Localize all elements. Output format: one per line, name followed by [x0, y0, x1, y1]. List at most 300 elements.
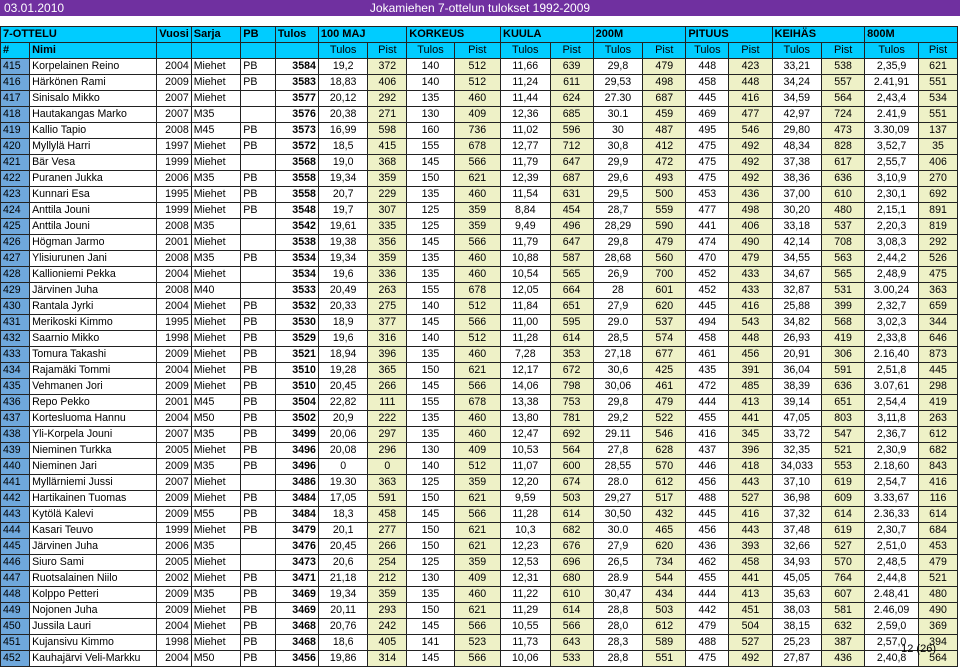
pituus-points-cell: 436	[729, 187, 772, 203]
keihas-result-cell: 38,15	[772, 619, 822, 635]
name-cell: Nieminen Jari	[30, 459, 157, 475]
800m-result-cell: 2,30,9	[865, 443, 919, 459]
group-cell: Miehet	[191, 603, 241, 619]
maj-points-cell: 368	[368, 155, 407, 171]
200m-points-cell: 687	[643, 91, 686, 107]
keihas-result-cell: 42,14	[772, 235, 822, 251]
subheader-cell	[157, 43, 191, 59]
table-row	[1, 171, 958, 187]
rank-cell: 438	[1, 427, 30, 443]
korkeus-result-cell: 125	[407, 203, 454, 219]
group-cell: M35	[191, 539, 241, 555]
800m-result-cell: 2,59,0	[865, 619, 919, 635]
korkeus-points-cell: 566	[454, 651, 500, 667]
year-cell: 2005	[157, 555, 191, 571]
pituus-points-cell: 479	[729, 251, 772, 267]
table-row	[1, 651, 958, 667]
pb-cell: PB	[241, 331, 275, 347]
year-cell: 2007	[157, 107, 191, 123]
pituus-points-cell: 413	[729, 395, 772, 411]
pb-cell	[241, 235, 275, 251]
header-korkeus: KORKEUS	[407, 27, 501, 43]
subheader-cell: #	[1, 43, 30, 59]
maj-points-cell: 359	[368, 171, 407, 187]
200m-points-cell: 544	[643, 571, 686, 587]
pituus-result-cell: 436	[686, 539, 729, 555]
maj-result-cell: 20,9	[318, 411, 368, 427]
korkeus-result-cell: 135	[407, 587, 454, 603]
maj-points-cell: 406	[368, 75, 407, 91]
header-pituus: PITUUS	[686, 27, 772, 43]
maj-points-cell: 0	[368, 459, 407, 475]
200m-result-cell: 29,8	[593, 59, 643, 75]
name-cell: Puranen Jukka	[30, 171, 157, 187]
year-cell: 2001	[157, 235, 191, 251]
korkeus-points-cell: 678	[454, 139, 500, 155]
year-cell: 2005	[157, 443, 191, 459]
800m-points-cell: 416	[919, 475, 958, 491]
header-row-groups	[1, 27, 958, 43]
maj-points-cell: 356	[368, 235, 407, 251]
kuula-result-cell: 10,55	[501, 619, 551, 635]
200m-result-cell: 29,8	[593, 395, 643, 411]
kuula-result-cell: 11,07	[501, 459, 551, 475]
kuula-points-cell: 643	[550, 635, 593, 651]
kuula-result-cell: 8,84	[501, 203, 551, 219]
rank-cell: 439	[1, 443, 30, 459]
keihas-result-cell: 37,10	[772, 475, 822, 491]
kuula-points-cell: 533	[550, 651, 593, 667]
year-cell: 1997	[157, 139, 191, 155]
800m-result-cell: 2,55,7	[865, 155, 919, 171]
200m-points-cell: 500	[643, 187, 686, 203]
keihas-result-cell: 42,97	[772, 107, 822, 123]
maj-result-cell: 20,33	[318, 299, 368, 315]
kuula-result-cell: 11,79	[501, 235, 551, 251]
800m-result-cell: 2,30,1	[865, 187, 919, 203]
year-cell: 2007	[157, 91, 191, 107]
kuula-result-cell: 12,20	[501, 475, 551, 491]
200m-points-cell: 700	[643, 267, 686, 283]
subheader-cell: Nimi	[30, 43, 157, 59]
korkeus-points-cell: 460	[454, 347, 500, 363]
name-cell: Merikoski Kimmo	[30, 315, 157, 331]
korkeus-points-cell: 359	[454, 219, 500, 235]
name-cell: Hartikainen Tuomas	[30, 491, 157, 507]
table-row	[1, 363, 958, 379]
pituus-result-cell: 458	[686, 331, 729, 347]
total-cell: 3468	[275, 635, 318, 651]
group-cell: Miehet	[191, 155, 241, 171]
pituus-points-cell: 492	[729, 651, 772, 667]
korkeus-points-cell: 460	[454, 267, 500, 283]
pituus-result-cell: 456	[686, 523, 729, 539]
kuula-points-cell: 611	[550, 75, 593, 91]
table-row	[1, 459, 958, 475]
pituus-points-cell: 492	[729, 171, 772, 187]
kuula-result-cell: 10,3	[501, 523, 551, 539]
table-row	[1, 107, 958, 123]
year-cell: 2004	[157, 411, 191, 427]
pb-cell: PB	[241, 187, 275, 203]
keihas-points-cell: 527	[822, 539, 865, 555]
korkeus-result-cell: 150	[407, 491, 454, 507]
table-row	[1, 427, 958, 443]
pb-cell: PB	[241, 75, 275, 91]
korkeus-points-cell: 512	[454, 59, 500, 75]
pituus-points-cell: 433	[729, 267, 772, 283]
pb-cell	[241, 539, 275, 555]
subheader-cell: Tulos	[318, 43, 368, 59]
subheader-cell: Pist	[919, 43, 958, 59]
maj-result-cell: 22,82	[318, 395, 368, 411]
800m-result-cell: 3,08,3	[865, 235, 919, 251]
800m-result-cell: 2,44,8	[865, 571, 919, 587]
pb-cell	[241, 267, 275, 283]
year-cell: 2008	[157, 219, 191, 235]
table-row	[1, 283, 958, 299]
pituus-result-cell: 488	[686, 635, 729, 651]
name-cell: Anttila Jouni	[30, 203, 157, 219]
pb-cell	[241, 155, 275, 171]
name-cell: Kunnari Esa	[30, 187, 157, 203]
keihas-points-cell: 609	[822, 491, 865, 507]
rank-cell: 447	[1, 571, 30, 587]
keihas-result-cell: 35,63	[772, 587, 822, 603]
maj-result-cell: 19,34	[318, 251, 368, 267]
subheader-cell: Pist	[822, 43, 865, 59]
keihas-points-cell: 607	[822, 587, 865, 603]
800m-result-cell: 2.41,91	[865, 75, 919, 91]
group-cell: Miehet	[191, 635, 241, 651]
kuula-result-cell: 12,47	[501, 427, 551, 443]
kuula-points-cell: 564	[550, 443, 593, 459]
maj-result-cell: 19,0	[318, 155, 368, 171]
year-cell: 2004	[157, 59, 191, 75]
pb-cell: PB	[241, 411, 275, 427]
800m-result-cell: 2,48,9	[865, 267, 919, 283]
korkeus-points-cell: 566	[454, 379, 500, 395]
kuula-points-cell: 712	[550, 139, 593, 155]
korkeus-result-cell: 145	[407, 507, 454, 523]
korkeus-points-cell: 460	[454, 251, 500, 267]
800m-result-cell: 2,54,7	[865, 475, 919, 491]
total-cell: 3534	[275, 267, 318, 283]
maj-points-cell: 297	[368, 427, 407, 443]
pituus-points-cell: 416	[729, 507, 772, 523]
table-row	[1, 523, 958, 539]
korkeus-result-cell: 141	[407, 635, 454, 651]
year-cell: 2008	[157, 123, 191, 139]
800m-result-cell: 2,36,7	[865, 427, 919, 443]
korkeus-points-cell: 460	[454, 91, 500, 107]
korkeus-result-cell: 135	[407, 427, 454, 443]
subheader-cell: Pist	[454, 43, 500, 59]
kuula-points-cell: 682	[550, 523, 593, 539]
maj-result-cell: 20,1	[318, 523, 368, 539]
200m-points-cell: 601	[643, 283, 686, 299]
200m-result-cell: 27,9	[593, 539, 643, 555]
pituus-points-cell: 441	[729, 571, 772, 587]
800m-result-cell: 2,44,2	[865, 251, 919, 267]
table-row	[1, 203, 958, 219]
200m-result-cell: 29,2	[593, 411, 643, 427]
kuula-points-cell: 624	[550, 91, 593, 107]
year-cell: 2009	[157, 587, 191, 603]
800m-points-cell: 35	[919, 139, 958, 155]
200m-points-cell: 498	[643, 75, 686, 91]
table-row	[1, 59, 958, 75]
pituus-result-cell: 453	[686, 187, 729, 203]
kuula-points-cell: 631	[550, 187, 593, 203]
table-row	[1, 475, 958, 491]
group-cell: Miehet	[191, 331, 241, 347]
keihas-points-cell: 538	[822, 59, 865, 75]
total-cell: 3542	[275, 219, 318, 235]
200m-result-cell: 30,6	[593, 363, 643, 379]
pituus-points-cell: 416	[729, 91, 772, 107]
maj-points-cell: 396	[368, 347, 407, 363]
kuula-result-cell: 11,73	[501, 635, 551, 651]
maj-result-cell: 20,7	[318, 187, 368, 203]
pituus-points-cell: 423	[729, 59, 772, 75]
year-cell: 2009	[157, 459, 191, 475]
200m-points-cell: 537	[643, 315, 686, 331]
group-cell: Miehet	[191, 139, 241, 155]
subheader-cell: Pist	[368, 43, 407, 59]
maj-points-cell: 229	[368, 187, 407, 203]
rank-cell: 433	[1, 347, 30, 363]
kuula-result-cell: 11,54	[501, 187, 551, 203]
keihas-points-cell: 651	[822, 395, 865, 411]
keihas-points-cell: 564	[822, 91, 865, 107]
800m-points-cell: 646	[919, 331, 958, 347]
maj-result-cell: 20,12	[318, 91, 368, 107]
keihas-points-cell: 480	[822, 203, 865, 219]
rank-cell: 426	[1, 235, 30, 251]
maj-points-cell: 405	[368, 635, 407, 651]
pb-cell: PB	[241, 523, 275, 539]
800m-points-cell: 480	[919, 587, 958, 603]
header-vuosi: Vuosi	[157, 27, 191, 43]
korkeus-result-cell: 125	[407, 475, 454, 491]
keihas-result-cell: 33,21	[772, 59, 822, 75]
header-800m: 800M	[865, 27, 958, 43]
table-row	[1, 235, 958, 251]
group-cell: Miehet	[191, 91, 241, 107]
name-cell: Anttila Jouni	[30, 219, 157, 235]
korkeus-result-cell: 130	[407, 571, 454, 587]
pituus-points-cell: 391	[729, 363, 772, 379]
korkeus-result-cell: 150	[407, 603, 454, 619]
keihas-points-cell: 619	[822, 523, 865, 539]
rank-cell: 452	[1, 651, 30, 667]
keihas-points-cell: 565	[822, 267, 865, 283]
800m-points-cell: 292	[919, 235, 958, 251]
maj-points-cell: 292	[368, 91, 407, 107]
year-cell: 2008	[157, 283, 191, 299]
800m-result-cell: 2,40,8	[865, 651, 919, 667]
pb-cell: PB	[241, 651, 275, 667]
keihas-result-cell: 34,67	[772, 267, 822, 283]
korkeus-result-cell: 135	[407, 347, 454, 363]
rank-cell: 429	[1, 283, 30, 299]
year-cell: 2004	[157, 363, 191, 379]
800m-result-cell: 3,11,8	[865, 411, 919, 427]
keihas-result-cell: 34,93	[772, 555, 822, 571]
keihas-result-cell: 34,55	[772, 251, 822, 267]
800m-points-cell: 479	[919, 555, 958, 571]
maj-result-cell: 21,18	[318, 571, 368, 587]
maj-result-cell: 18,5	[318, 139, 368, 155]
keihas-result-cell: 34,24	[772, 75, 822, 91]
800m-points-cell: 612	[919, 427, 958, 443]
pituus-result-cell: 494	[686, 315, 729, 331]
total-cell: 3469	[275, 587, 318, 603]
korkeus-result-cell: 125	[407, 219, 454, 235]
total-cell: 3577	[275, 91, 318, 107]
200m-points-cell: 590	[643, 219, 686, 235]
korkeus-points-cell: 621	[454, 539, 500, 555]
pituus-result-cell: 477	[686, 203, 729, 219]
pb-cell: PB	[241, 347, 275, 363]
kuula-result-cell: 12,77	[501, 139, 551, 155]
header-100maj: 100 MAJ	[318, 27, 406, 43]
keihas-points-cell: 570	[822, 555, 865, 571]
800m-result-cell: 2,54,4	[865, 395, 919, 411]
table-row	[1, 251, 958, 267]
rank-cell: 415	[1, 59, 30, 75]
200m-result-cell: 30	[593, 123, 643, 139]
keihas-points-cell: 563	[822, 251, 865, 267]
group-cell: Miehet	[191, 315, 241, 331]
kuula-points-cell: 651	[550, 299, 593, 315]
maj-result-cell: 18,83	[318, 75, 368, 91]
rank-cell: 417	[1, 91, 30, 107]
rank-cell: 449	[1, 603, 30, 619]
total-cell: 3576	[275, 107, 318, 123]
200m-result-cell: 27,9	[593, 299, 643, 315]
maj-result-cell: 19,2	[318, 59, 368, 75]
total-cell: 3476	[275, 539, 318, 555]
korkeus-points-cell: 512	[454, 299, 500, 315]
800m-points-cell: 445	[919, 363, 958, 379]
maj-points-cell: 314	[368, 651, 407, 667]
group-cell: Miehet	[191, 571, 241, 587]
maj-points-cell: 316	[368, 331, 407, 347]
200m-result-cell: 28,7	[593, 203, 643, 219]
name-cell: Nieminen Turkka	[30, 443, 157, 459]
table-row	[1, 587, 958, 603]
year-cell: 2004	[157, 651, 191, 667]
name-cell: Ruotsalainen Niilo	[30, 571, 157, 587]
name-cell: Kallioniemi Pekka	[30, 267, 157, 283]
total-cell: 3468	[275, 619, 318, 635]
pb-cell	[241, 555, 275, 571]
maj-points-cell: 111	[368, 395, 407, 411]
table-row	[1, 187, 958, 203]
group-cell: Miehet	[191, 235, 241, 251]
kuula-points-cell: 647	[550, 235, 593, 251]
200m-result-cell: 30,47	[593, 587, 643, 603]
subheader-cell: Pist	[550, 43, 593, 59]
name-cell: Korpelainen Reino	[30, 59, 157, 75]
group-cell: M50	[191, 411, 241, 427]
keihas-result-cell: 47,05	[772, 411, 822, 427]
200m-points-cell: 570	[643, 459, 686, 475]
name-cell: Kytölä Kalevi	[30, 507, 157, 523]
rank-cell: 428	[1, 267, 30, 283]
kuula-points-cell: 672	[550, 363, 593, 379]
pb-cell: PB	[241, 379, 275, 395]
total-cell: 3558	[275, 187, 318, 203]
group-cell: M35	[191, 171, 241, 187]
year-cell: 1998	[157, 331, 191, 347]
200m-points-cell: 493	[643, 171, 686, 187]
keihas-points-cell: 591	[822, 363, 865, 379]
korkeus-result-cell: 135	[407, 91, 454, 107]
200m-points-cell: 432	[643, 507, 686, 523]
kuula-points-cell: 595	[550, 315, 593, 331]
kuula-points-cell: 614	[550, 331, 593, 347]
800m-result-cell: 2,33,8	[865, 331, 919, 347]
table-row	[1, 331, 958, 347]
total-cell: 3499	[275, 427, 318, 443]
200m-points-cell: 503	[643, 603, 686, 619]
name-cell: Nojonen Juha	[30, 603, 157, 619]
total-cell: 3486	[275, 475, 318, 491]
korkeus-points-cell: 460	[454, 411, 500, 427]
800m-points-cell: 534	[919, 91, 958, 107]
800m-result-cell: 2,32,7	[865, 299, 919, 315]
korkeus-result-cell: 145	[407, 619, 454, 635]
keihas-result-cell: 33,72	[772, 427, 822, 443]
keihas-result-cell: 29,80	[772, 123, 822, 139]
maj-result-cell: 20,38	[318, 107, 368, 123]
200m-points-cell: 472	[643, 155, 686, 171]
pb-cell: PB	[241, 59, 275, 75]
pb-cell	[241, 475, 275, 491]
keihas-points-cell: 473	[822, 123, 865, 139]
total-cell: 3502	[275, 411, 318, 427]
korkeus-points-cell: 409	[454, 571, 500, 587]
header-row-subcolumns	[1, 43, 958, 59]
korkeus-points-cell: 621	[454, 491, 500, 507]
group-cell: M55	[191, 507, 241, 523]
pb-cell: PB	[241, 635, 275, 651]
total-cell: 3456	[275, 651, 318, 667]
maj-points-cell: 242	[368, 619, 407, 635]
pituus-points-cell: 448	[729, 75, 772, 91]
maj-points-cell: 266	[368, 539, 407, 555]
total-cell: 3529	[275, 331, 318, 347]
table-row	[1, 619, 958, 635]
kuula-result-cell: 9,49	[501, 219, 551, 235]
year-cell: 2006	[157, 539, 191, 555]
pituus-points-cell: 504	[729, 619, 772, 635]
800m-points-cell: 475	[919, 267, 958, 283]
total-cell: 3471	[275, 571, 318, 587]
year-cell: 2009	[157, 491, 191, 507]
kuula-result-cell: 13,80	[501, 411, 551, 427]
800m-result-cell: 2,35,9	[865, 59, 919, 75]
subheader-cell	[241, 43, 275, 59]
maj-points-cell: 377	[368, 315, 407, 331]
200m-points-cell: 560	[643, 251, 686, 267]
year-cell: 1995	[157, 187, 191, 203]
maj-points-cell: 266	[368, 379, 407, 395]
table-row	[1, 507, 958, 523]
